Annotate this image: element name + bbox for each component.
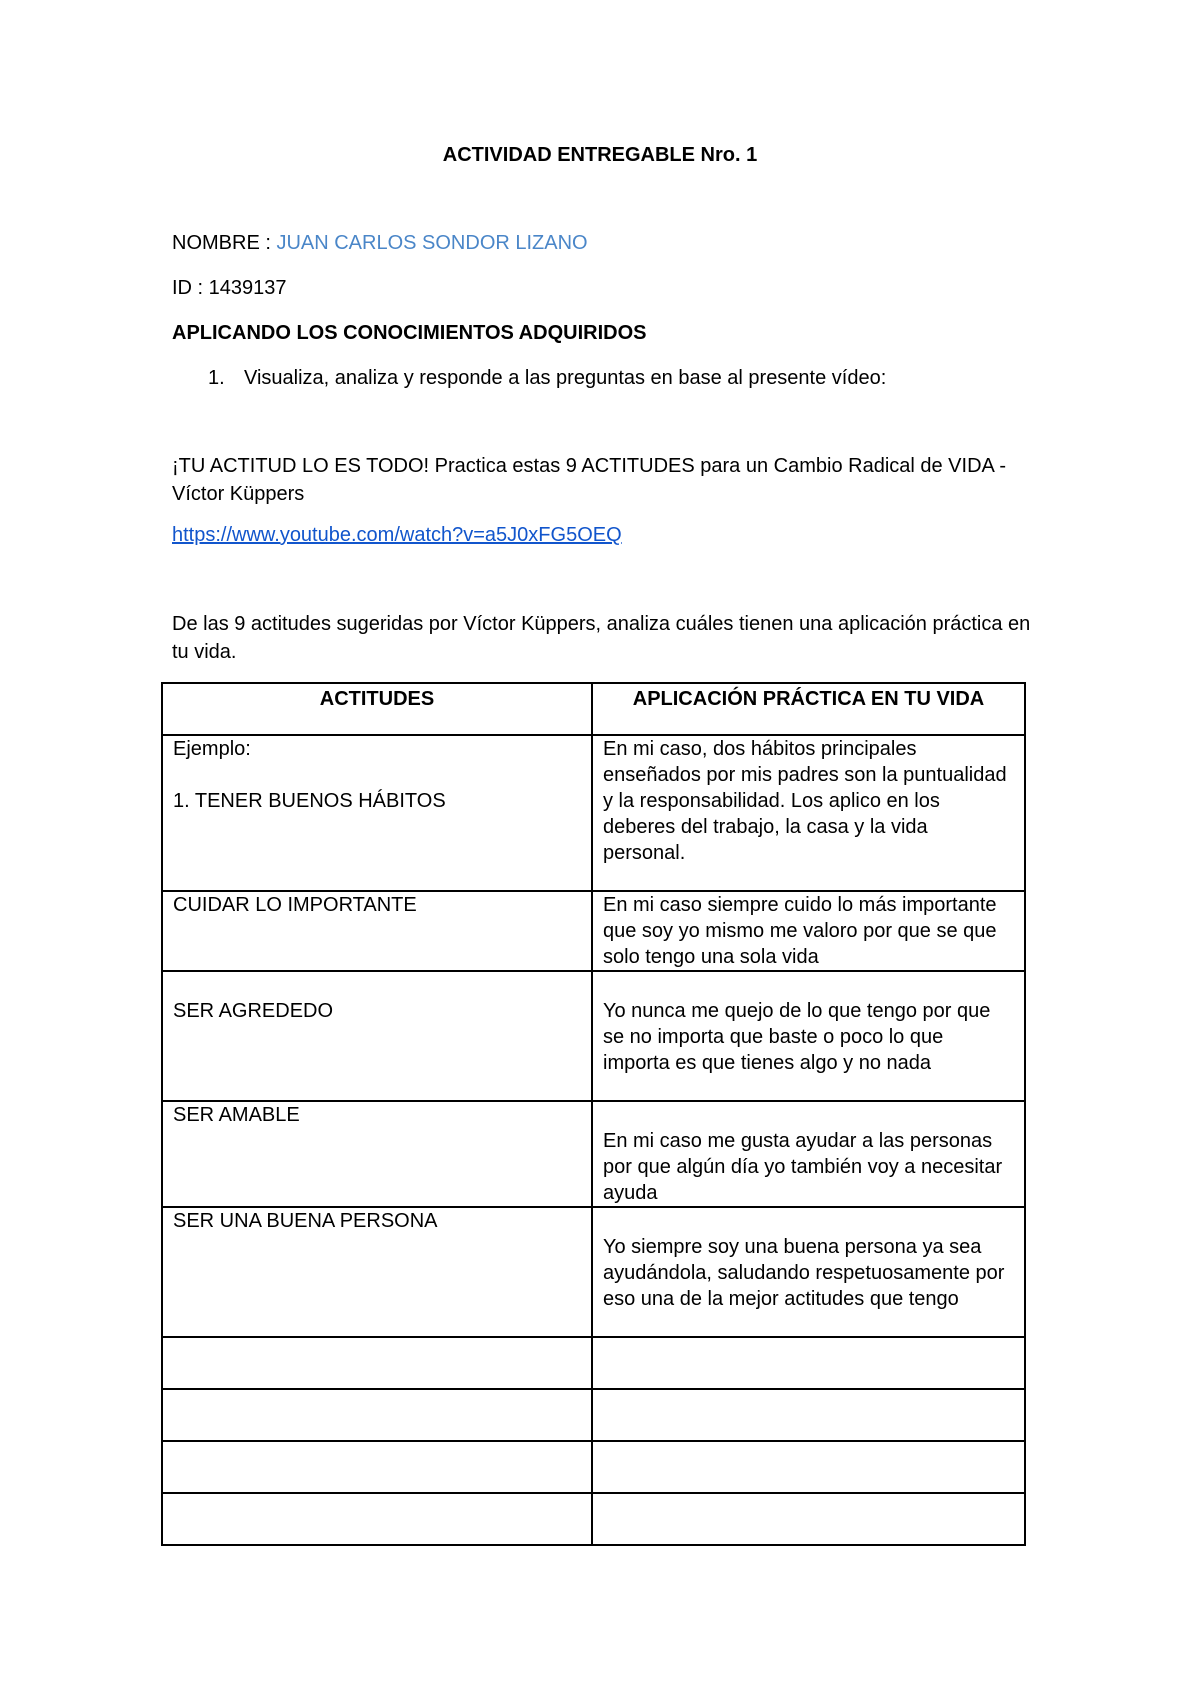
attitude-cell: SER UNA BUENA PERSONA	[162, 1207, 592, 1337]
list-item-text: Visualiza, analiza y responde a las preguntas en base al presente vídeo:	[244, 367, 887, 389]
application-text: Yo siempre soy una buena persona ya sea ayudándola, saludando respetuosamente por eso una de la mejor actitudes que tengo	[603, 1236, 1005, 1310]
attitude-cell	[162, 1389, 592, 1441]
attitude-cell: SER AMABLE	[162, 1101, 592, 1207]
table-row	[162, 891, 1025, 971]
attitude-cell	[162, 1441, 592, 1493]
table-header-row	[162, 683, 1025, 735]
document-title: ACTIVIDAD ENTREGABLE Nro. 1	[442, 144, 758, 166]
table-row	[162, 1207, 1025, 1337]
table-row-empty	[162, 1389, 1025, 1441]
application-cell	[592, 1207, 1025, 1337]
application-cell	[592, 1101, 1025, 1207]
list-item-number: 1.	[208, 367, 225, 389]
table-row-empty	[162, 1337, 1025, 1389]
attitude-text: 1. TENER BUENOS HÁBITOS	[173, 790, 446, 812]
attitude-cell	[162, 1337, 592, 1389]
attitude-text: SER AGREDEDO	[173, 1000, 334, 1022]
header-attitudes: ACTITUDES	[162, 683, 592, 735]
table-row	[162, 971, 1025, 1101]
attitude-cell	[162, 735, 592, 891]
id-value: 1439137	[208, 277, 287, 299]
id-label: ID :	[172, 277, 209, 299]
name-value: JUAN CARLOS SONDOR LIZANO	[276, 232, 588, 254]
application-cell	[592, 1337, 1025, 1389]
instruction-text: De las 9 actitudes sugeridas por Víctor Küppers, analiza cuáles tienen una aplicación práctica en tu vida.	[172, 613, 1031, 663]
application-cell	[592, 1493, 1025, 1545]
application-text: Yo nunca me quejo de lo que tengo por que se no importa que baste o poco lo que importa es que tienes algo y no nada	[603, 1000, 991, 1074]
application-cell	[592, 971, 1025, 1101]
table-row-empty	[162, 1441, 1025, 1493]
application-text: En mi caso me gusta ayudar a las personas por que algún día yo también voy a necesitar ayuda	[603, 1130, 1003, 1204]
attitude-example-label: Ejemplo:	[173, 738, 251, 760]
application-cell	[592, 1441, 1025, 1493]
section-heading: APLICANDO LOS CONOCIMIENTOS ADQUIRIDOS	[172, 322, 647, 344]
table-row-empty	[162, 1493, 1025, 1545]
application-cell: En mi caso siempre cuido lo más importante que soy yo mismo me valoro por que se que solo tengo una sola vida	[592, 891, 1025, 971]
application-cell	[592, 1389, 1025, 1441]
table-row	[162, 1101, 1025, 1207]
table-row	[162, 735, 1025, 891]
attitude-cell	[162, 1493, 592, 1545]
name-line	[172, 232, 588, 255]
video-link[interactable]: https://www.youtube.com/watch?v=a5J0xFG5OEQ	[172, 524, 622, 546]
attitude-cell	[162, 971, 592, 1101]
video-title: ¡TU ACTITUD LO ES TODO! Practica estas 9 ACTITUDES para un Cambio Radical de VIDA - Víctor Küppers	[172, 455, 1006, 505]
header-application: APLICACIÓN PRÁCTICA EN TU VIDA	[592, 683, 1025, 735]
attitude-cell: CUIDAR LO IMPORTANTE	[162, 891, 592, 971]
attitudes-table	[161, 682, 1026, 1546]
application-cell: En mi caso, dos hábitos principales enseñados por mis padres son la puntualidad y la responsabilidad. Los aplico en los deberes del trabajo, la casa y la vida personal.	[592, 735, 1025, 891]
name-label: NOMBRE :	[172, 232, 277, 254]
id-line	[172, 277, 287, 300]
